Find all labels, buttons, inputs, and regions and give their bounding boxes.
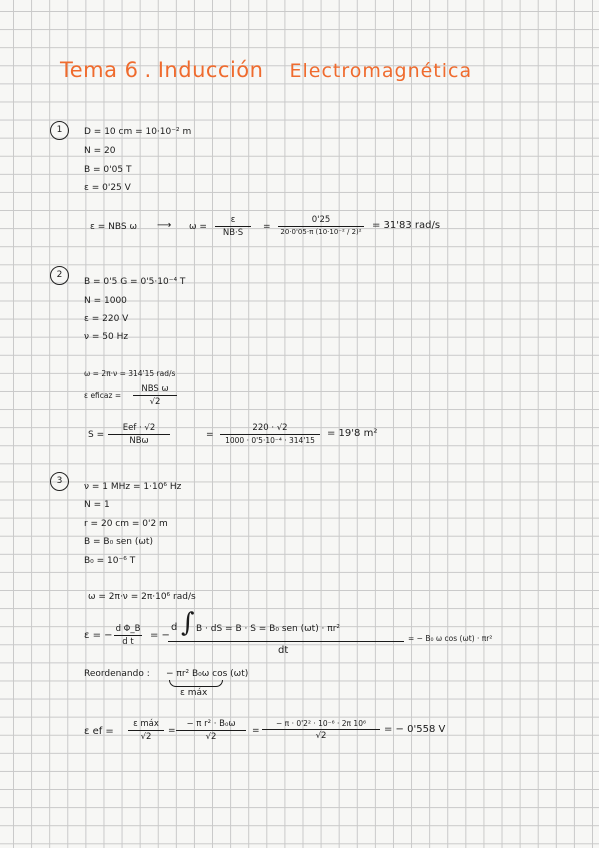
p3-ef-fraction-2 bbox=[176, 719, 246, 742]
title-part3: Electromagnética bbox=[289, 60, 473, 82]
underbrace bbox=[169, 680, 223, 687]
p3-reorder-label: Reordenando : bbox=[84, 669, 150, 679]
p2-s-f2-num: 220 · √2 bbox=[252, 423, 288, 433]
fraction-bar bbox=[133, 395, 177, 396]
p3-ef-fraction-3 bbox=[262, 719, 380, 741]
fraction-bar bbox=[220, 434, 320, 435]
p1-f2-num: 0'25 bbox=[311, 215, 331, 225]
title-part2: Inducción bbox=[157, 58, 264, 82]
title-sep: . bbox=[144, 58, 152, 82]
fraction-bar bbox=[108, 434, 170, 435]
p3-ef-f1-den: √2 bbox=[140, 732, 152, 742]
p3-emf-f-num: d Φ_B bbox=[115, 624, 141, 634]
p2-ef-fraction bbox=[133, 384, 177, 407]
p1-arrow: ⟶ bbox=[157, 220, 172, 231]
p3-ef-fraction-1 bbox=[128, 719, 164, 742]
p2-omega: ω = 2π·ν = 314'15 rad/s bbox=[84, 369, 176, 378]
p1-eq-lhs: ε = NBS ω bbox=[90, 222, 137, 232]
p3-given-3: B = B₀ sen (ωt) bbox=[84, 537, 153, 547]
p1-given-0: D = 10 cm = 10·10⁻² m bbox=[84, 127, 192, 137]
p1-omega-eq: ω = bbox=[189, 222, 207, 232]
p3-ef-f1-num: ε máx bbox=[133, 719, 159, 729]
p2-s-eq: = bbox=[206, 430, 214, 440]
p1-result: = 31'83 rad/s bbox=[372, 220, 441, 231]
p3-ef-f2-den: √2 bbox=[205, 732, 217, 742]
p3-ef-f3-den: √2 bbox=[315, 731, 327, 741]
p3-ef-f2-num: − π r² · B₀ω bbox=[186, 719, 236, 729]
p1-eq2: = bbox=[263, 222, 271, 232]
p3-reorder-expr: − πr² B₀ω cos (ωt) bbox=[166, 669, 249, 679]
p1-given-2: B = 0'05 T bbox=[84, 165, 132, 175]
p2-given-0: B = 0'5 G = 0'5·10⁻⁴ T bbox=[84, 277, 186, 287]
fraction-bar bbox=[114, 635, 142, 636]
p2-s-f1-num: Eef · √2 bbox=[122, 423, 156, 433]
p3-ef-eq2: = bbox=[252, 726, 260, 736]
p3-emf-fraction bbox=[114, 624, 142, 647]
problem-1-number: 1 bbox=[50, 121, 69, 140]
p2-s-f1-den: NBω bbox=[129, 436, 149, 446]
fraction-bar bbox=[215, 226, 251, 227]
fraction-bar bbox=[278, 226, 364, 227]
p3-ef-eq1: = bbox=[168, 726, 176, 736]
title-part1: Tema 6 bbox=[60, 58, 139, 82]
p2-s-fraction-1 bbox=[108, 423, 170, 446]
p3-given-4: B₀ = 10⁻⁶ T bbox=[84, 556, 136, 566]
p3-ef-f3-num: − π · 0'2² · 10⁻⁶ · 2π 10⁶ bbox=[276, 719, 366, 728]
p1-given-3: ε = 0'25 V bbox=[84, 183, 131, 193]
p3-ef-lhs: ε ef = bbox=[84, 726, 114, 737]
p3-emf-big-num: B · dS = B · S = B₀ sen (ωt) · πr² bbox=[196, 624, 341, 634]
integral-symbol: ∫ bbox=[181, 608, 195, 638]
fraction-bar bbox=[176, 730, 246, 731]
p3-given-0: ν = 1 MHz = 1·10⁶ Hz bbox=[84, 482, 182, 492]
p2-ef-lhs: ε eficaz = bbox=[84, 391, 122, 400]
fraction-bar bbox=[168, 641, 404, 642]
p1-given-1: N = 20 bbox=[84, 146, 116, 156]
problem-2-number: 2 bbox=[50, 266, 69, 285]
p3-emf-eq: = − bbox=[150, 630, 170, 641]
p2-given-2: ε = 220 V bbox=[84, 314, 129, 324]
p3-given-1: N = 1 bbox=[84, 500, 110, 510]
p3-emf-big-den: dt bbox=[278, 645, 289, 656]
p3-emf-d: d bbox=[171, 622, 178, 633]
p1-f1-num: ε bbox=[230, 215, 236, 225]
p1-fraction-1 bbox=[215, 215, 251, 238]
p2-s-result: = 19'8 m² bbox=[327, 428, 378, 439]
p3-omega: ω = 2π·ν = 2π·10⁶ rad/s bbox=[88, 592, 196, 602]
p1-f1-den: NB·S bbox=[222, 228, 244, 238]
p3-given-2: r = 20 cm = 0'2 m bbox=[84, 519, 168, 529]
p3-emf-f-den: d t bbox=[122, 637, 134, 647]
p1-fraction-2 bbox=[278, 215, 364, 236]
p3-reorder-brace: ε máx bbox=[180, 688, 208, 698]
p2-given-1: N = 1000 bbox=[84, 296, 127, 306]
p3-emf-result: = − B₀ ω cos (ωt) · πr² bbox=[408, 634, 493, 643]
p2-ef-den: √2 bbox=[149, 397, 161, 407]
p3-emf-lhs: ε = − bbox=[84, 630, 113, 641]
p2-s-f2-den: 1000 · 0'5·10⁻⁴ · 314'15 bbox=[225, 436, 315, 445]
p2-s-lhs: S = bbox=[88, 430, 105, 440]
p2-ef-num: NBS ω bbox=[141, 384, 169, 394]
p2-given-3: ν = 50 Hz bbox=[84, 332, 129, 342]
p1-f2-den: 20·0'05·π (10·10⁻² / 2)² bbox=[280, 228, 362, 236]
fraction-bar bbox=[262, 729, 380, 730]
p3-ef-result: = − 0'558 V bbox=[384, 724, 446, 735]
fraction-bar bbox=[128, 730, 164, 731]
problem-3-number: 3 bbox=[50, 472, 69, 491]
p2-s-fraction-2 bbox=[220, 423, 320, 445]
page-title bbox=[60, 58, 472, 82]
